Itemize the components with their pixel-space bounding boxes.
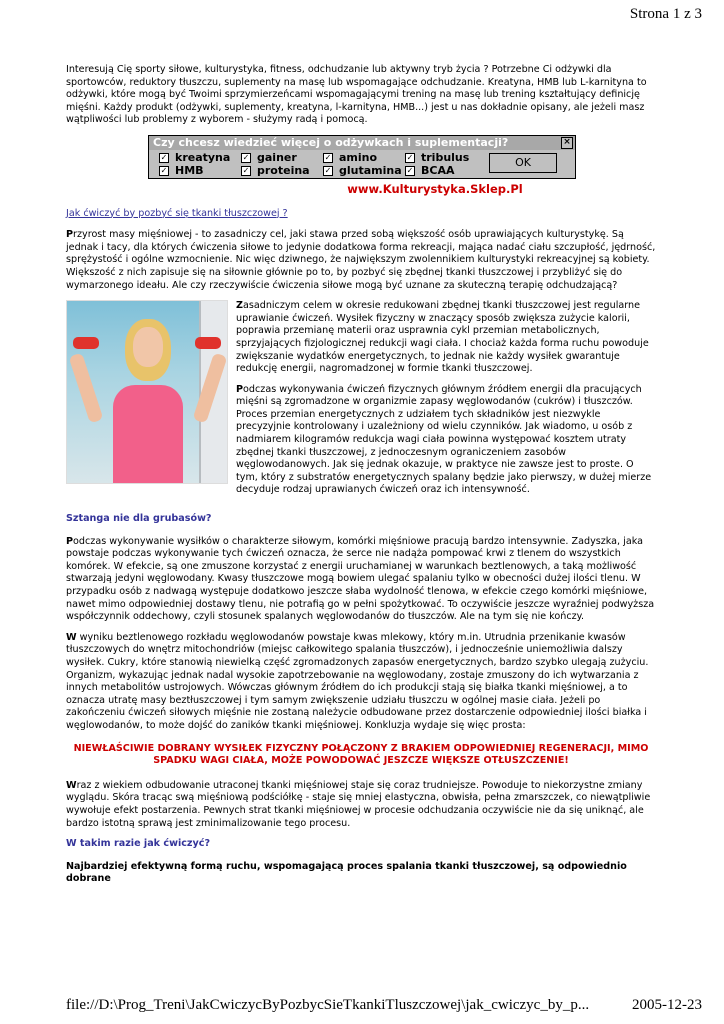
option-hmb[interactable]: ✓ HMB bbox=[160, 164, 204, 178]
checkbox-icon[interactable]: ✓ bbox=[160, 153, 168, 163]
option-tribulus[interactable]: ✓ tribulus bbox=[406, 151, 470, 165]
fitness-woman-photo bbox=[66, 300, 228, 484]
paragraph-2: Zasadniczym celem w okresie redukowani zbędnej tkanki tłuszczowej jest regularne uprawianie ćwiczeń. Wysiłek fizyczny w znaczący sposób zwiększa zużycie kalorii, poprawia przemianę materii oraz usprawnia cykl przemian metabolicznych, sprzyjających fizjologicznej redukcji wagi ciała. I chociaż każda forma ruchu powoduje zwiększanie wydatków energetycznych, to jednak nie każdy wysiłek gwarantuje redukcję energii, nagromadzonej w formie tkanki tłuszczowej. bbox=[236, 300, 649, 375]
shop-link[interactable]: www.Kulturystyka.Sklep.Pl bbox=[347, 181, 523, 196]
checkbox-icon[interactable]: ✓ bbox=[324, 153, 332, 163]
option-bcaa[interactable]: ✓ BCAA bbox=[406, 164, 455, 178]
checkbox-icon[interactable]: ✓ bbox=[242, 166, 250, 176]
paragraph-5: W wyniku beztlenowego rozkładu węglowodanów powstaje kwas mlekowy, który m.in. Utrudnia przenikanie kwasów tłuszczowych do wnętrz mitochondriów (miejsc całkowitego spalania tłuszczów), i jednocześnie uniemożliwia dalszy wysiłek. Cukry, które stanowią niewielką część zgromadzonych zapasów energetycznych, bardzo szybko ulegają zużyciu. Organizm, wykazując jednak nadal wysokie zapotrzebowanie na węglowodany, zostaje zmuszony do ich wytwarzania z innych metabolitów ustrojowych. Wówczas głównym źródłem do ich produkcji stają się białka tkanki mięśniowej, a to oznacza utratę masy beztłuszczowej i tym samym zwiększenie udziału tłuszczu w ogólnej masie ciała. Jeżeli po zakończeniu ćwiczeń siłowych mięśnie nie zostaną należycie odbudowane przez dostarczenie odpowiedniej ilości białka i węglowodanów, to może dojść do zaników tkanki mięśniowej. Konkluzja wydaje się więc prosta: bbox=[66, 631, 649, 731]
option-kreatyna[interactable]: ✓ kreatyna bbox=[160, 151, 231, 165]
intro-paragraph: Interesują Cię sporty siłowe, kulturystyka, fitness, odchudzanie lub aktywny tryb życia ? Potrzebne Ci odżywki dla sportowców, reduktory tłuszczu, suplementy na masę lub wspomagające odchudzanie. Kreatyna, HMB lub L-karnityna to odżywki, które mogą być Twoimi sprzymierzeńcami wspomagającymi trening na masę lub trening kształtujący definicję mięśni. Każdy produkt (odżywki, suplementy, kreatyna, l-karnityna, HMB...) jest u nas dokładnie opisany, ale jeżeli masz wątpliwości lub problemy z wyborem - służymy radą i pomocą. bbox=[66, 64, 647, 126]
option-amino[interactable]: ✓ amino bbox=[324, 151, 378, 165]
checkbox-icon[interactable]: ✓ bbox=[242, 153, 250, 163]
checkbox-icon[interactable]: ✓ bbox=[406, 166, 414, 176]
option-proteina[interactable]: ✓ proteina bbox=[242, 164, 310, 178]
paragraph-1: Przyrost masy mięśniowej - to zasadniczy cel, jaki stawa przed sobą większość osób uprawiających kulturystykę. Są jednak i tacy, dla których ćwiczenia siłowe to jedynie dodatkowa forma rekreacji, mająca nadać ciału szczupłość, jędrność, sprężystość i ogólne wzmocnienie. Nic więc dziwnego, że największym zwolennikiem kulturystyki rekreacyjnej są kobiety. Większość z nich zapisuje się na siłownie głównie po to, by pozbyć się zbędnej tkanki tłuszczowej i przybliżyć się do wymarzonego ideału. Ale czy rzeczywiście ćwiczenia siłowe mogą być uznane za skuteczną terapię odchudzającą? bbox=[66, 229, 656, 291]
section-heading-2: W takim razie jak ćwiczyć? bbox=[66, 838, 211, 850]
banner-title: Czy chcesz wiedzieć więcej o odżywkach i suplementacji? bbox=[153, 135, 509, 149]
checkbox-icon[interactable]: ✓ bbox=[406, 153, 414, 163]
banner-titlebar bbox=[149, 136, 575, 150]
option-glutamina[interactable]: ✓ glutamina bbox=[324, 164, 402, 178]
ok-button[interactable]: OK bbox=[489, 153, 557, 173]
close-icon[interactable]: × bbox=[561, 137, 573, 149]
page-number: Strona 1 z 3 bbox=[629, 6, 702, 22]
print-date: 2005-12-23 bbox=[632, 997, 702, 1013]
page-footer bbox=[66, 997, 702, 1014]
dumbbell-icon bbox=[195, 337, 221, 349]
checkbox-icon[interactable]: ✓ bbox=[324, 166, 332, 176]
paragraph-3: Podczas wykonywania ćwiczeń fizycznych głównym źródłem energii dla pracujących mięśni są zgromadzone w organizmie zapasy węglowodanów (cukrów) i tłuszczów. Proces przemian energetycznych z udziałem tych składników jest niezwykle precyzyjnie kontrolowany i uzależniony od wielu czynników. Jak wiadomo, u osób z nadmiarem kilogramów redukcja wagi ciała powinna występować kosztem utraty zbędnej tkanki tłuszczowej, z jednoczesnym ograniczeniem zasobów węglowodanowych. Jak się jednak okazuje, w praktyce nie zawsze jest to proste. O tym, który z substratów energetycznych spalany będzie jako pierwszy, w dużej mierze decyduje rodzaj uprawianych ćwiczeń oraz ich intensywność. bbox=[236, 383, 652, 496]
section-heading-1: Sztanga nie dla grubasów? bbox=[66, 513, 212, 525]
supplement-banner[interactable] bbox=[148, 135, 576, 179]
file-path: file://D:\Prog_Treni\JakCwiczycByPozbycSieTkankiTluszczowej\jak_cwiczyc_by_p... bbox=[66, 997, 590, 1013]
article-title-link[interactable]: Jak ćwiczyć by pozbyć się tkanki tłuszczowej ? bbox=[66, 207, 288, 219]
checkbox-icon[interactable]: ✓ bbox=[160, 166, 168, 176]
document-body bbox=[66, 64, 656, 894]
paragraph-6: Wraz z wiekiem odbudowanie utraconej tkanki mięśniowej staje się coraz trudniejsze. Powoduje to niekorzystne zmiany wyglądu. Skóra tracąc swą mięśniową podściółkę - staje się mniej elastyczna, obwisła, pełna zmarszczek, co niewątpliwie wywołuje efekt postarzenia. Pewnych strat tkanki mięśniowej w procesie odchudzania oczywiście nie da się uniknąć, ale bardzo istotną sprawą jest zminimalizowanie tego procesu. bbox=[66, 779, 651, 829]
paragraph-4: Podczas wykonywanie wysiłków o charakterze siłowym, komórki mięśniowe pracują bardzo intensywnie. Zadyszka, jaka powstaje podczas wykonywanie tych ćwiczeń oznacza, że serce nie nadąża pompować krwi z tlenem do wszystkich komórek. W efekcie, są one zmuszone korzystać z energii uruchamianej w warunkach beztlenowych, a taką możliwość stwarzają jedyni węglowodany. Kwasy tłuszczowe mogą bowiem ulegać spalaniu tylko w obecności dużej ilości tlenu. W przypadku osób z nadwagą występuje dodatkowo jeszcze słaba wydolność tlenowa, w efekcie czego komórki mięśniowe, nawet mimo odpowiedniej dostawy tlenu, nie potrafią go w pełni spożytkować. To oczywiście jeszcze wyraźniej podwyższa współczynnik oddechowy, czyli stosunek spalanych węglowodanów do tłuszczów. Ale na tym się nie kończy. bbox=[66, 535, 655, 623]
paragraph-7: Najbardziej efektywną formą ruchu, wspomagającą proces spalania tkanki tłuszczowej, są odpowiednio dobrane bbox=[66, 860, 627, 885]
dumbbell-icon bbox=[73, 337, 99, 349]
warning-heading: NIEWŁAŚCIWIE DOBRANY WYSIŁEK FIZYCZNY POŁĄCZONY Z BRAKIEM ODPOWIEDNIEJ REGENERACJI, MIMO SPADKU WAGI CIAŁA, MOŻE POWODOWAĆ JESZCZE WIĘKSZE OTŁUSZCZENIE! bbox=[73, 742, 649, 767]
option-gainer[interactable]: ✓ gainer bbox=[242, 151, 297, 165]
